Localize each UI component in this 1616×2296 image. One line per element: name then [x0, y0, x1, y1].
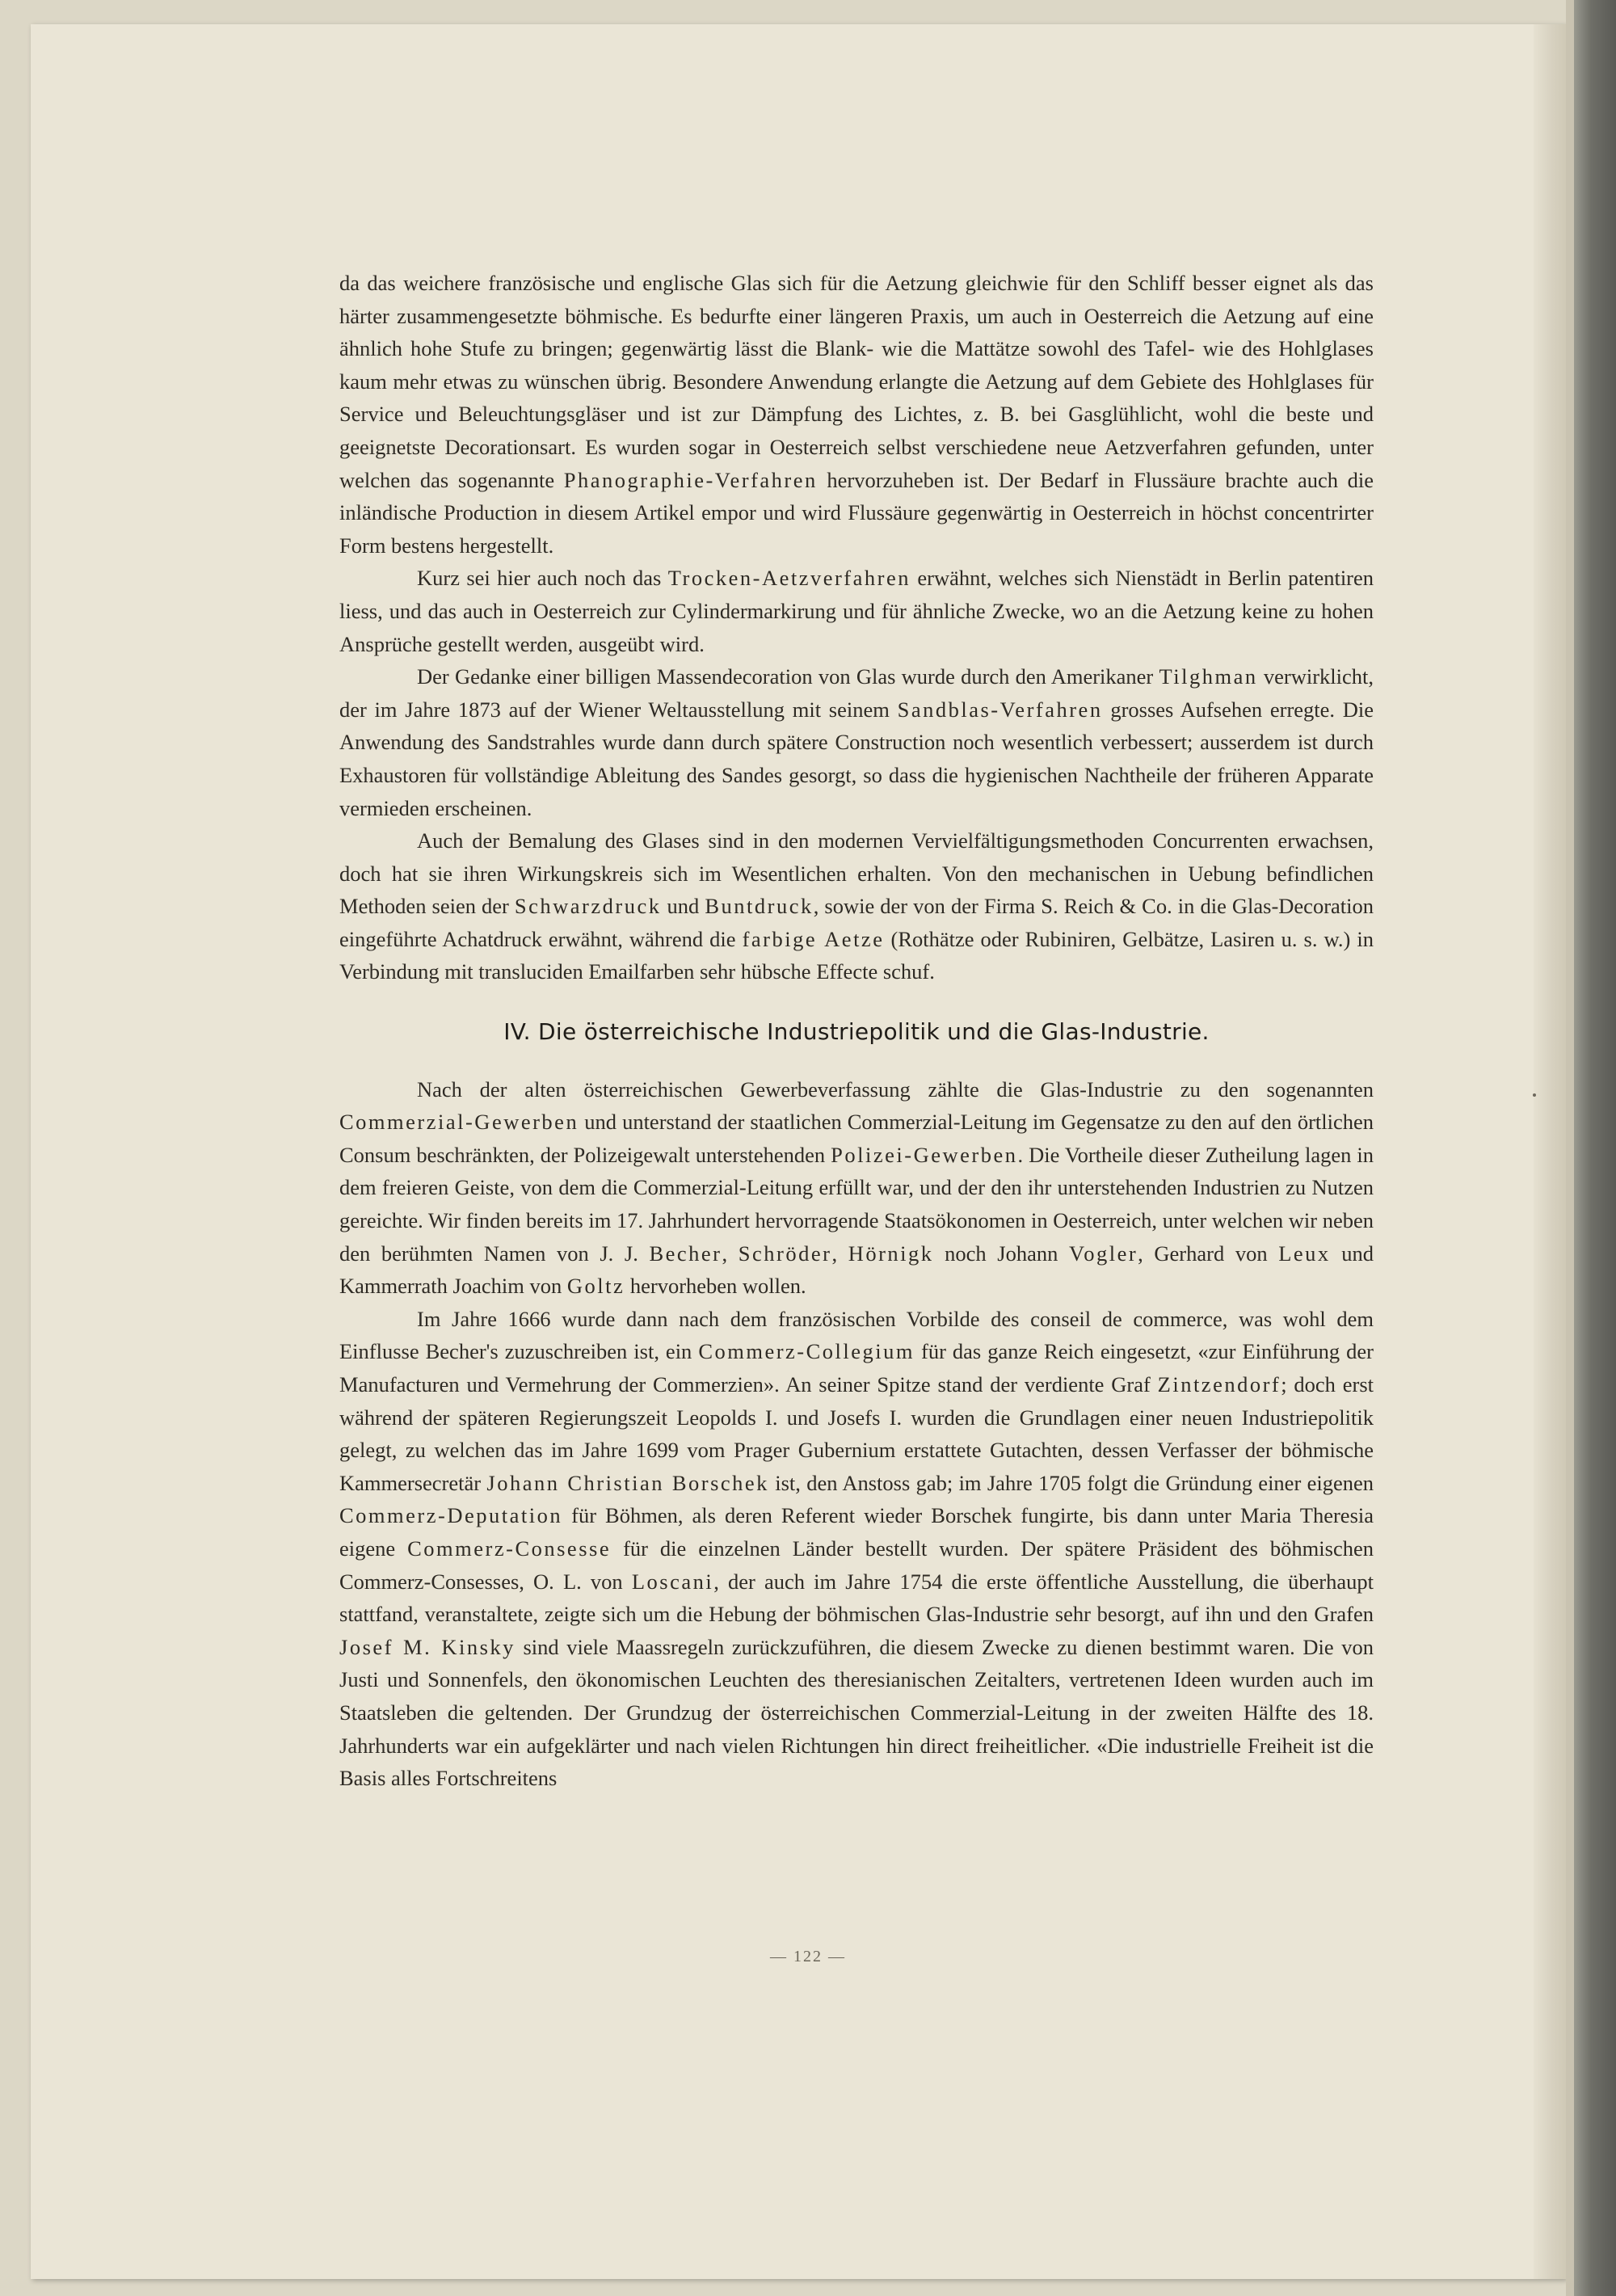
page-edge-shadow [1534, 24, 1566, 2279]
paper-speck [1533, 1093, 1536, 1097]
paragraph-commerz-collegium: Im Jahre 1666 wurde dann nach dem französischen Vorbilde des conseil de commerce, was wohl dem Einflusse Becher's zuzuschreiben ist, ein Commerz-Collegium für das ganze Reich eingesetzt, «zur Einführung der Manufacturen und Vermehrung der Commerzien». An seiner Spitze stand der verdiente Graf Zintzendorf; doch erst während der späteren Regierungszeit Leopolds I. und Josefs I. wurden die Grundlagen einer neuen Industriepolitik gelegt, zu welchen das im Jahre 1699 vom Prager Gubernium erstattete Gutachten, dessen Verfasser der böhmische Kammersecretär Johann Christian Borschek ist, den Anstoss gab; im Jahre 1705 folgt die Gründung einer eigenen Commerz-Deputation für Böhmen, als deren Referent wieder Borschek fungirte, bis dann unter Maria Theresia eigene Commerz-Consesse für die einzelnen Länder bestellt wurden. Der spätere Präsident des böhmischen Commerz-Consesses, O. L. von Loscani, der auch im Jahre 1754 die erste öffentliche Ausstellung, die überhaupt stattfand, veranstaltete, zeigte sich um die Hebung der böhmischen Glas-Industrie sehr besorgt, auf ihn und den Grafen Josef M. Kinsky sind viele Maassregeln zurückzuführen, die diesem Zwecke zu dienen bestimmt waren. Die von Justi und Sonnenfels, den ökonomischen Leuchten des theresianischen Zeitalters, vertretenen Ideen wurden auch im Staatsleben die geltenden. Der Grundzug der österreichischen Commerzial-Leitung in der zweiten Hälfte des 18. Jahrhunderts war ein aufgeklärter und nach vielen Richtungen hin direct freiheitlicher. «Die industrielle Freiheit ist die Basis alles Fortschreitens [339, 1306, 1374, 1791]
page-number: — 122 — [770, 1948, 846, 1965]
main-text [339, 267, 1374, 1795]
paragraph-trocken-aetzverfahren: Kurz sei hier auch noch das Trocken-Aetzverfahren erwähnt, welches sich Nienstädt in Berlin patentiren liess, und das auch in Oesterreich zur Cylindermarkirung und für ähnliche Zwecke, wo an die Aetzung keine zu hohen Ansprüche gestellt werden, ausgeübt wird. [339, 566, 1374, 656]
paragraph-aetzung: da das weichere französische und englische Glas sich für die Aetzung gleichwie für den Schliff besser eignet als das härter zusammengesetzte böhmische. Es bedurfte einer längeren Praxis, um auch in Oesterreich die Aetzung auf eine ähnlich hohe Stufe zu bringen; gegenwärtig lässt die Blank- wie die Mattätze sowohl des Tafel- wie des Hohlglases kaum mehr etwas zu wünschen übrig. Besondere Anwendung erlangte die Aetzung auf dem Gebiete des Hohlglases für Service und Beleuchtungsgläser und ist zur Dämpfung des Lichtes, z. B. bei Gasglühlicht, wohl die beste und geeignetste Decorationsart. Es wurden sogar in Oesterreich selbst verschiedene neue Aetzverfahren gefunden, unter welchen das sogenannte Phanographie-Verfahren hervorzuheben ist. Der Bedarf in Flussäure brachte auch die inländische Production in diesem Artikel empor und wird Flussäure gegenwärtig in Oesterreich in höchst concentrirter Form bestens hergestellt. [339, 271, 1374, 558]
paragraph-gewerbeverfassung: Nach der alten österreichischen Gewerbeverfassung zählte die Glas-Industrie zu den sogenannten Commerzial-Gewerben und unterstand der staatlichen Commerzial-Leitung im Gegensatze zu den auf den örtlichen Consum beschränkten, der Polizeigewalt unterstehenden Polizei-Gewerben. Die Vortheile dieser Zutheilung lagen in dem freieren Geiste, von dem die Commerzial-Leitung erfüllt war, und der den ihr unterstehenden Industrien zu Nutzen gereichte. Wir finden bereits im 17. Jahrhundert hervorragende Staatsökonomen in Oesterreich, unter welchen wir neben den berühmten Namen von J. J. Becher, Schröder, Hörnigk noch Johann Vogler, Gerhard von Leux und Kammerrath Joachim von Goltz hervorheben wollen. [339, 1076, 1374, 1299]
paragraph-bemalung: Auch der Bemalung des Glases sind in den modernen Vervielfältigungsmethoden Concurrenten erwachsen, doch hat sie ihren Wirkungskreis sich im Wesentlichen erhalten. Von den mechanischen in Uebung befindlichen Methoden seien der Schwarzdruck und Buntdruck, sowie der von der Firma S. Reich & Co. in die Glas-Decoration eingeführte Achatdruck erwähnt, während die farbige Aetze (Rothätze oder Rubiniren, Gelbätze, Lasiren u. s. w.) in Verbindung mit transluciden Emailfarben sehr hübsche Effecte schuf. [339, 828, 1374, 984]
paragraph-sandblas: Der Gedanke einer billigen Massendecoration von Glas wurde durch den Amerikaner Tilghman verwirklicht, der im Jahre 1873 auf der Wiener Weltausstellung mit seinem Sandblas-Verfahren grosses Aufsehen erregte. Die Anwendung des Sandstrahles wurde dann durch spätere Construction noch wesentlich verbessert; ausserdem ist durch Exhaustoren für vollständige Ableitung des Sandes gesorgt, so dass die hygienischen Nachtheile der früheren Apparate vermieden erscheinen. [339, 664, 1374, 820]
section-heading: IV. Die österreichische Industriepolitik und die Glas-Industrie. [503, 1018, 1210, 1046]
